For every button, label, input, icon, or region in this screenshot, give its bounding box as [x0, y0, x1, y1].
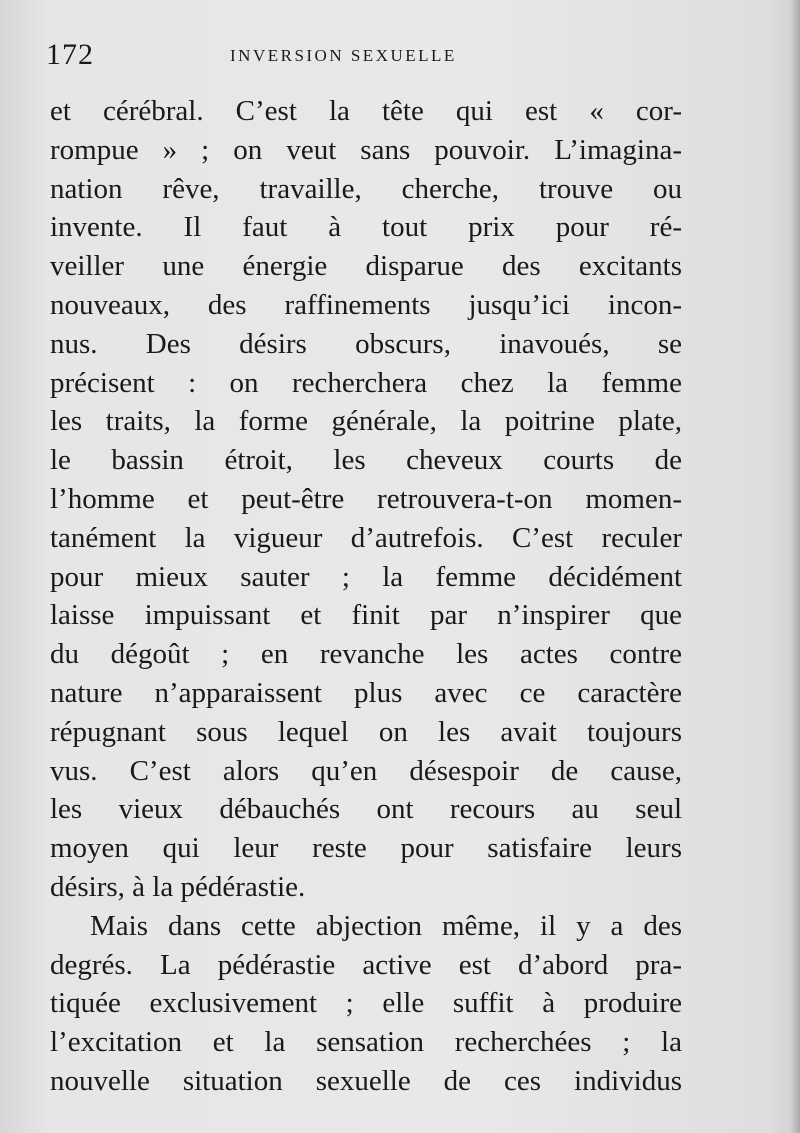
text-line: tanément la vigueur d’autrefois. C’est reculer	[50, 521, 682, 554]
text-line: Mais dans cette abjection même, il y a des	[90, 909, 682, 942]
page-number: 172	[46, 38, 94, 71]
text-line: répugnant sous lequel on les avait toujours	[50, 715, 682, 748]
page-edge-shadow	[790, 0, 800, 1133]
text-line: et cérébral. C’est la tête qui est « cor-	[50, 95, 682, 127]
text-line: l’excitation et la sensation recherchées ; la	[50, 1026, 682, 1059]
text-line: rompue » ; on veut sans pouvoir. L’imagina-	[50, 133, 682, 166]
text-line: vus. C’est alors qu’en désespoir de cause,	[50, 754, 682, 787]
text-line: moyen qui leur reste pour satisfaire leurs	[50, 832, 682, 865]
running-head: INVERSION SEXUELLE	[230, 46, 457, 65]
body-text	[50, 92, 682, 1101]
text-line: invente. Il faut à tout prix pour ré-	[50, 211, 682, 244]
text-line: veiller une énergie disparue des excitants	[50, 250, 682, 283]
page-header	[46, 38, 746, 78]
text-line: degrés. La pédérastie active est d’abord pra-	[50, 948, 682, 981]
text-line: le bassin étroit, les cheveux courts de	[50, 444, 682, 477]
text-line: pour mieux sauter ; la femme décidément	[50, 560, 682, 593]
text-line: l’homme et peut-être retrouvera-t-on momen-	[50, 482, 682, 515]
text-line: précisent : on recherchera chez la femme	[50, 366, 682, 399]
text-line: les traits, la forme générale, la poitrine plate,	[50, 405, 682, 438]
text-line: désirs, à la pédérastie.	[50, 870, 306, 903]
text-line: nature n’apparaissent plus avec ce caractère	[50, 676, 682, 709]
text-line: nus. Des désirs obscurs, inavoués, se	[50, 327, 682, 360]
text-line: tiquée exclusivement ; elle suffit à produire	[50, 987, 682, 1020]
text-line: nouvelle situation sexuelle de ces individus	[50, 1064, 682, 1097]
text-line: laisse impuissant et finit par n’inspirer que	[50, 599, 682, 632]
text-line: les vieux débauchés ont recours au seul	[50, 793, 682, 826]
text-line: nation rêve, travaille, cherche, trouve ou	[50, 172, 682, 205]
text-line: du dégoût ; en revanche les actes contre	[50, 638, 682, 671]
text-line: nouveaux, des raffinements jusqu’ici incon-	[50, 288, 682, 321]
